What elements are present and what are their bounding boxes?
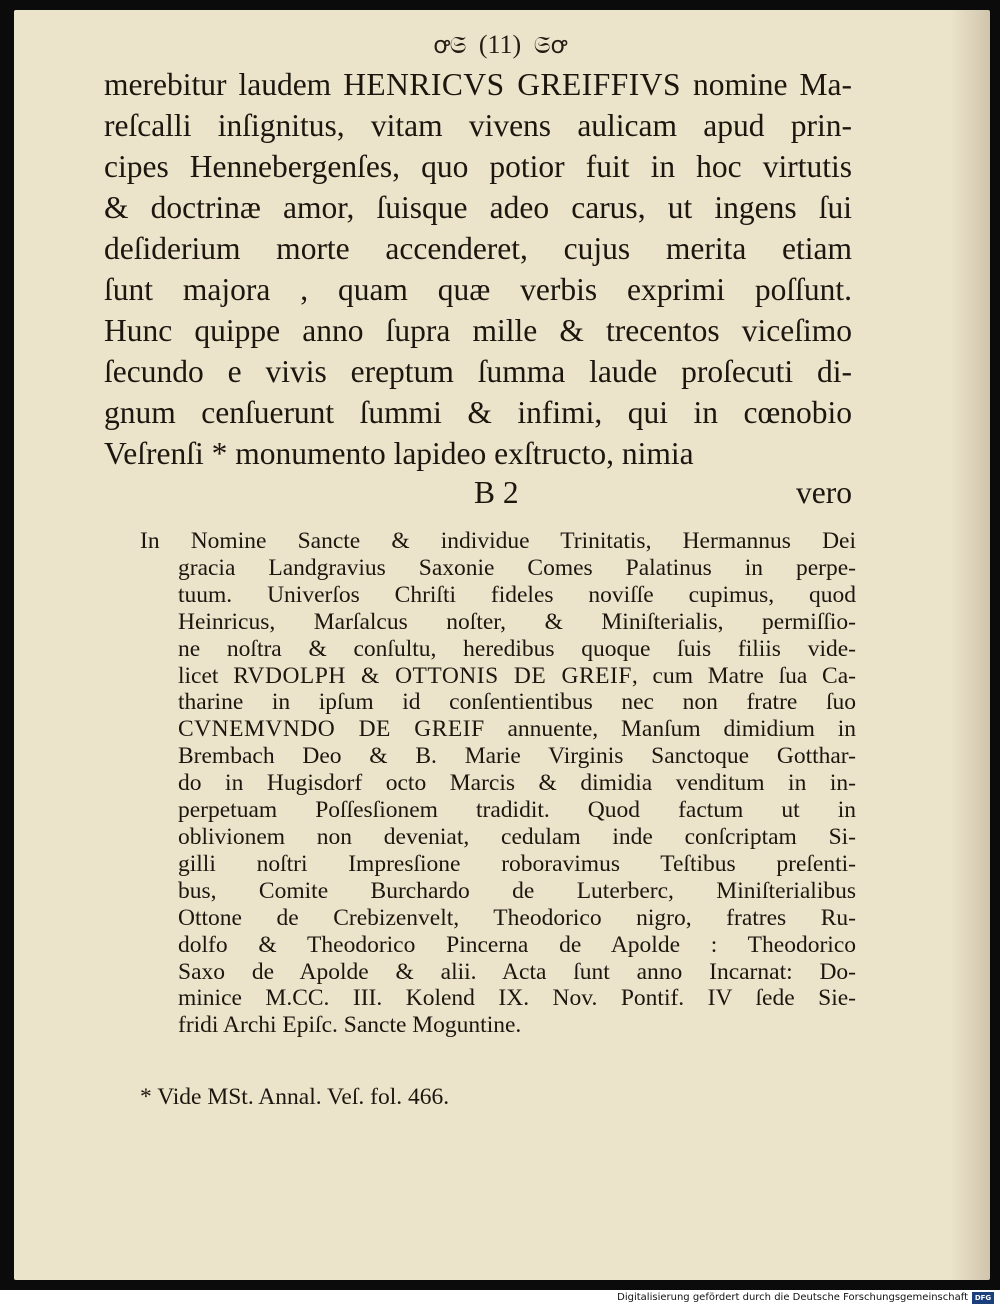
note-line: gilli noſtri Impresſione roboravimus Teſtibus preſenti- — [178, 850, 856, 877]
main-text-segment: reſcalli inſignitus, vitam vivens aulicam apud prin- — [104, 108, 852, 143]
note-line: minice M.CC. III. Kolend IX. Nov. Pontif. IV ſede Sie- — [178, 985, 856, 1012]
note-line: Saxo de Apolde & alii. Acta ſunt anno Incarnat: Do- — [178, 958, 856, 985]
main-text-segment: cipes Hennebergenſes, quo potior fuit in hoc virtutis — [104, 149, 852, 184]
note-segment: licet — [178, 662, 234, 689]
note-line — [140, 663, 856, 690]
dfg-logo: DFG — [972, 1292, 994, 1304]
note-line: dolfo & Theodorico Pincerna de Apolde : Theodorico — [178, 931, 856, 958]
main-text-line — [104, 433, 852, 474]
note-line: Heinricus, Marſalcus noſter, & Miniſterialis, permiſſio- — [178, 608, 856, 635]
page-header — [0, 28, 1000, 61]
note-line: tharine in ipſum id conſentientibus nec non fratre ſuo — [178, 689, 856, 716]
main-text-name-caps: HENRICVS GREIFFIVS — [343, 67, 681, 102]
main-text-segment: ſunt majora , quam quæ verbis exprimi poſſunt. — [104, 272, 852, 307]
page-number: (11) — [478, 30, 522, 59]
note-segment: annuente, Manſum dimidium in — [484, 716, 856, 743]
main-text-line — [104, 187, 852, 228]
main-text-segment: & doctrinæ amor, ſuisque adeo carus, ut ingens ſui — [104, 190, 852, 225]
main-text-line — [104, 310, 852, 351]
ornament-left: ꝍ𝔖 — [433, 33, 467, 59]
note-line: Brembach Deo & B. Marie Virginis Sanctoque Gotthar- — [178, 743, 856, 770]
main-text-line — [104, 392, 852, 433]
note-line: tuum. Univerſos Chriſti fideles noviſſe cupimus, quod — [178, 581, 856, 608]
ornament-right: 𝔖ꝍ — [533, 33, 567, 59]
note-line: gracia Landgravius Saxonie Comes Palatinus in perpe- — [178, 554, 856, 581]
note-line: In Nomine Sancte & individue Trinitatis, Hermannus Dei — [140, 528, 856, 554]
main-text-segment: gnum cenſuerunt ſummi & infimi, qui in cœnobio — [104, 395, 852, 430]
main-text-segment: ſecundo e vivis ereptum ſumma laude proſecuti di- — [104, 354, 852, 389]
main-text-segment: deſiderium morte accenderet, cujus merita etiam — [104, 231, 852, 266]
main-text-segment: merebitur laudem — [104, 67, 344, 102]
catchword: vero — [796, 475, 852, 510]
note-line: ne noſtra & conſultu, heredibus quoque ſuis filiis vide- — [178, 635, 856, 662]
note-line: perpetuam Poſſesſionem tradidit. Quod factum ut in — [178, 797, 856, 824]
main-text-line — [104, 105, 852, 146]
main-text-segment: nomine Ma- — [681, 67, 852, 102]
charter-note — [140, 528, 856, 1039]
signature-mark: B 2 — [474, 475, 519, 510]
digitization-credit: Digitalisierung gefördert durch die Deutsche Forschungsgemeinschaft — [617, 1292, 968, 1303]
main-text-segment: Hunc quippe anno ſupra mille & trecentos viceſimo — [104, 313, 852, 348]
main-text-line — [104, 351, 852, 392]
main-text-line — [104, 228, 852, 269]
note-line: fridi Archi Epiſc. Sancte Moguntine. — [178, 1012, 522, 1039]
main-text-line — [104, 269, 852, 310]
main-text-segment: Veſrenſi * monumento lapideo exſtructo, nimia — [104, 436, 694, 471]
note-name-caps: RVDOLPH & OTTONIS DE GREIF — [233, 662, 632, 689]
note-name-caps: CVNEMVNDO DE GREIF — [178, 716, 485, 743]
main-text-line — [104, 146, 852, 187]
page-edge-shadow — [950, 10, 990, 1280]
footnote: * Vide MSt. Annal. Veſ. fol. 466. — [140, 1084, 450, 1110]
main-text-line — [104, 64, 852, 105]
note-line: Ottone de Crebizenvelt, Theodorico nigro, fratres Ru- — [178, 904, 856, 931]
note-segment: , cum Matre ſua Ca- — [631, 662, 856, 689]
note-line: do in Hugisdorf octo Marcis & dimidia venditum in in- — [178, 770, 856, 797]
main-text-block — [104, 64, 852, 474]
note-line: oblivionem non deveniat, cedulam inde conſcriptam Si- — [178, 823, 856, 850]
note-line: bus, Comite Burchardo de Luterberc, Miniſterialibus — [178, 877, 856, 904]
note-line — [140, 716, 856, 743]
